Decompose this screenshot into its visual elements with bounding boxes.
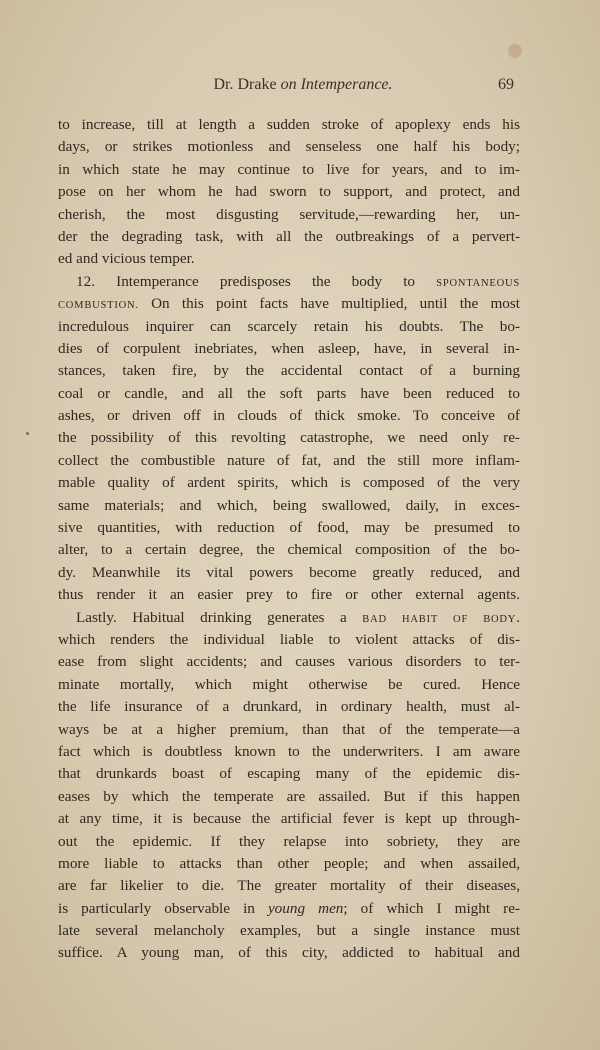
text-line: more liable to attacks than other people; and when assailed, (58, 854, 520, 872)
text-line: that drunkards boast of escaping many of the epidemic dis- (58, 765, 520, 783)
text-line: ed and vicious temper. (58, 250, 195, 268)
text-line: ease from slight accidents; and causes various disorders to ter- (58, 653, 520, 671)
running-head (58, 76, 520, 94)
text-line: COMBUSTION. On this point facts have multiplied, until the most (58, 295, 520, 313)
text-line: alter, to a certain degree, the chemical composition of the bo- (58, 541, 520, 559)
paragraph-start-line: 12. Intemperance predisposes the body to SPONTANEOUS (76, 272, 520, 290)
text-line: thus render it an easier prey to fire or other external agents. (58, 586, 520, 604)
text-line: pose on her whom he had sworn to support, and protect, and (58, 183, 520, 201)
text-line: the life insurance of a drunkard, in ordinary health, must al- (58, 698, 520, 716)
paper-stain (508, 44, 522, 58)
italic-phrase: young men (267, 899, 344, 917)
text-line: fact which is doubtless known to the underwriters. I am aware (58, 742, 520, 760)
body-text (58, 114, 520, 965)
text-line: ways be at a higher premium, than that of the temperate—a (58, 720, 520, 738)
page-header (58, 76, 520, 98)
paragraph-start-line: Lastly. Habitual drinking generates a BAD HABIT OF BODY. (76, 608, 520, 626)
text-line: days, or strikes motionless and senseless one half his body; (58, 138, 520, 156)
small-caps-term: SPONTANEOUS (436, 277, 520, 289)
text-line: suffice. A young man, of this city, addicted to habitual and (58, 944, 520, 962)
text-line: stances, taken fire, by the accidental contact of a burning (58, 362, 520, 380)
text-line: are far likelier to die. The greater mortality of their diseases, (58, 877, 520, 895)
text-line: same materials; and which, being swallowed, daily, in exces- (58, 496, 520, 514)
text-line: in which state he may continue to live for years, and to im- (58, 160, 520, 178)
text-line: the possibility of this revolting catastrophe, we need only re- (58, 429, 520, 447)
text-line: minate mortally, which might otherwise be cured. Hence (58, 675, 520, 693)
text-line: out the epidemic. If they relapse into sobriety, they are (58, 832, 520, 850)
text-line: dies of corpulent inebriates, when asleep, have, in several in- (58, 339, 520, 357)
text-line: late several melancholy examples, but a single instance must (58, 922, 520, 940)
text-line: incredulous inquirer can scarcely retain his doubts. The bo- (58, 317, 520, 335)
running-head-title: on Intemperance. (280, 76, 393, 93)
text-line: which renders the individual liable to violent attacks of dis- (58, 630, 520, 648)
text-line: mable quality of ardent spirits, which is composed of the very (58, 474, 520, 492)
small-caps-term: BAD HABIT OF BODY (362, 613, 517, 625)
page-number: 69 (498, 76, 514, 93)
text-line: collect the combustible nature of fat, and the still more inflam- (58, 451, 520, 469)
text-line: to increase, till at length a sudden stroke of apoplexy ends his (58, 116, 520, 133)
text-line: dy. Meanwhile its vital powers become greatly reduced, and (58, 563, 520, 581)
text-line: sive quantities, with reduction of food, may be presumed to (58, 519, 520, 537)
text-line: coal or candle, and all the soft parts have been reduced to (58, 384, 520, 402)
text-line: eases by which the temperate are assailed. But if this happen (58, 787, 520, 805)
small-caps-term: COMBUSTION. (58, 300, 139, 312)
text-line: cherish, the most disgusting servitude,—rewarding her, un- (58, 205, 520, 223)
text-line: is particularly observable in young men; of which I might re- (58, 899, 520, 917)
ink-speck (26, 432, 29, 435)
text-line: at any time, it is because the artificial fever is kept up through- (58, 810, 520, 828)
text-line: der the degrading task, with all the outbreakings of a pervert- (58, 227, 520, 245)
text-line: ashes, or driven off in clouds of thick smoke. To conceive of (58, 407, 520, 425)
running-head-author: Dr. Drake (213, 76, 277, 93)
